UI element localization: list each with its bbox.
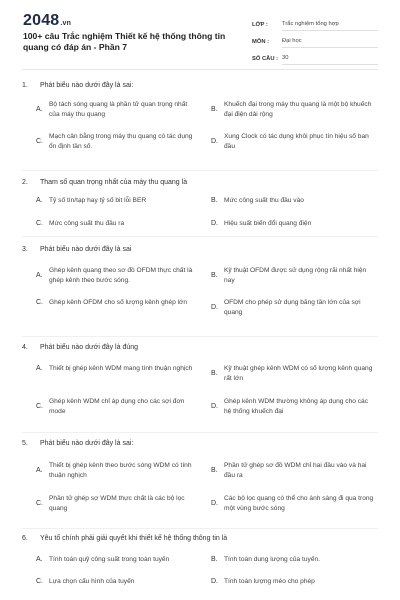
document-header <box>0 0 400 70</box>
option-d[interactable] <box>211 577 381 587</box>
question-divider <box>22 528 378 529</box>
meta-value: 30 <box>282 55 378 65</box>
option-d[interactable] <box>211 494 381 513</box>
option-text: Tính toán quỹ công suất trong toàn tuyến <box>49 556 170 563</box>
option-a[interactable] <box>36 461 206 480</box>
logo-text: 2048 <box>23 12 60 29</box>
option-a[interactable] <box>36 555 206 565</box>
header-divider <box>22 69 378 70</box>
question-divider <box>22 236 378 237</box>
document-title: 100+ câu Trắc nghiệm Thiết kế hệ thống thông tin quang có đáp án - Phần 7 <box>23 31 226 52</box>
option-b[interactable] <box>211 364 381 383</box>
option-c[interactable] <box>36 577 206 587</box>
option-text: Lựa chọn cấu hình của tuyến <box>49 578 135 585</box>
option-letter: B. <box>211 272 218 279</box>
option-a[interactable] <box>36 196 206 206</box>
option-c[interactable] <box>36 219 206 229</box>
option-letter: C. <box>36 138 43 145</box>
question-number: 3. <box>22 245 28 253</box>
question-text: Phát biểu nào dưới đây là sai: <box>40 439 134 447</box>
option-letter: B. <box>211 556 218 564</box>
option-a[interactable] <box>36 364 206 374</box>
option-letter: C. <box>36 403 43 410</box>
option-letter: C. <box>36 500 43 507</box>
option-letter: B. <box>211 106 218 113</box>
option-letter: A. <box>36 365 43 373</box>
option-letter: D. <box>211 500 218 507</box>
option-text: Ghép kênh WDM thường không áp dụng cho các hệ thống khuếch đại <box>224 398 368 415</box>
option-c[interactable] <box>36 132 206 151</box>
option-letter: A. <box>36 272 43 279</box>
meta-row-class <box>252 14 378 31</box>
question-header <box>22 80 378 90</box>
option-text: Mức công suất thu đầu vào <box>224 197 304 204</box>
question-1 <box>22 80 378 150</box>
option-letter: B. <box>211 370 218 377</box>
option-text: Thiết bị ghép kênh WDM mang tính thuận nghịch <box>49 365 193 372</box>
option-text: Các bộ lọc quang có thể cho ánh sáng đi qua trong một vùng bước sóng <box>224 495 374 512</box>
option-d[interactable] <box>211 219 381 229</box>
option-letter: D. <box>211 138 218 145</box>
option-text: Hiệu suất biến đổi quang điện <box>224 220 312 227</box>
option-b[interactable] <box>211 461 381 480</box>
option-letter: D. <box>211 304 218 311</box>
site-logo[interactable] <box>23 12 71 30</box>
option-text: Mức công suất thu đầu ra <box>49 220 125 227</box>
question-header <box>22 177 378 187</box>
question-2 <box>22 177 378 228</box>
option-text: Ghép kênh OFDM cho số lượng kênh ghép lớn <box>49 299 188 306</box>
option-letter: D. <box>211 220 218 228</box>
question-number: 5. <box>22 439 28 447</box>
option-d[interactable] <box>211 397 381 416</box>
option-text: Phần tử ghép sơ đồ WDM chỉ hai đầu vào và hai đầu ra <box>224 462 367 479</box>
option-b[interactable] <box>211 266 381 285</box>
option-d[interactable] <box>211 298 381 317</box>
logo-tld: .vn <box>60 20 72 27</box>
question-header <box>22 438 378 448</box>
option-c[interactable] <box>36 298 206 308</box>
option-text: Kỹ thuật ghép kênh WDM có số lượng kênh quang rất lớn <box>224 365 373 382</box>
option-text: Ghép kênh quang theo sơ đồ OFDM thực chất là ghép kênh theo bước sóng. <box>49 267 193 284</box>
option-text: Tỷ số tín/tạp hay tỷ số bit lỗi BER <box>49 197 147 204</box>
option-letter: A. <box>36 197 43 205</box>
meta-info <box>252 14 378 65</box>
question-header <box>22 342 378 352</box>
meta-value: Trắc nghiệm tổng hợp <box>282 21 378 31</box>
option-text: Phần tử ghép sợ WDM thực chất là các bộ lọc quang <box>49 495 185 512</box>
question-6 <box>22 533 378 586</box>
question-number: 6. <box>22 534 28 542</box>
option-letter: B. <box>211 197 218 205</box>
meta-row-count <box>252 48 378 65</box>
option-c[interactable] <box>36 397 206 416</box>
option-letter: B. <box>211 467 218 474</box>
option-text: Bộ tách sóng quang là phần tử quan trọng nhất của máy thu quang <box>49 101 188 118</box>
question-4 <box>22 342 378 415</box>
option-letter: A. <box>36 467 43 474</box>
meta-value: Đại học <box>282 38 378 48</box>
question-header <box>22 244 378 254</box>
option-text: Tính toán dung lượng của tuyến. <box>224 556 320 563</box>
option-c[interactable] <box>36 494 206 513</box>
option-text: Thiết bị ghép kênh theo bước sóng WDM có tính thuận nghịch <box>49 462 192 479</box>
question-text: Phát biểu nào dưới đây là sai <box>40 245 132 253</box>
question-number: 4. <box>22 343 28 351</box>
meta-label: SỐ CÂU : <box>252 56 279 62</box>
option-text: Khuếch đại trong máy thu quang là một bộ khuếch đại điện dải rộng <box>224 101 372 118</box>
option-b[interactable] <box>211 555 381 565</box>
question-text: Yêu tố chính phải giải quyết khi thiết kế hệ thống thông tin là <box>40 534 228 542</box>
question-header <box>22 533 378 543</box>
question-5 <box>22 438 378 512</box>
option-a[interactable] <box>36 100 206 119</box>
meta-label: MÔN : <box>252 39 270 45</box>
question-number: 2. <box>22 178 28 186</box>
option-letter: D. <box>211 578 218 586</box>
option-b[interactable] <box>211 100 381 119</box>
option-text: Kỹ thuật OFDM được sử dụng rộng rãi nhất hiện nay <box>224 267 367 284</box>
option-letter: A. <box>36 106 43 113</box>
question-text: Tham số quan trọng nhất của máy thu quang là <box>40 178 188 186</box>
option-text: OFDM cho phép sử dụng băng tần lớn của sợi quang <box>224 299 361 316</box>
meta-label: LỚP : <box>252 22 268 28</box>
option-letter: C. <box>36 578 43 586</box>
question-3 <box>22 244 378 316</box>
option-text: Ghép kênh WDM chỉ áp dụng cho các sợi đơn mode <box>49 398 185 415</box>
question-divider <box>22 336 378 337</box>
option-letter: C. <box>36 220 43 228</box>
option-text: Mạch cân bằng trong máy thu quang có tác dụng ổn định tần số. <box>49 133 193 150</box>
question-divider <box>22 170 378 171</box>
option-letter: A. <box>36 556 43 564</box>
option-text: Xung Clock có tác dụng khôi phục tín hiệu số ban đầu <box>224 133 369 150</box>
question-number: 1. <box>22 81 28 89</box>
question-divider <box>22 432 378 433</box>
question-text: Phát biểu nào dưới đây là đúng <box>40 343 139 351</box>
meta-row-subject <box>252 31 378 48</box>
question-text: Phát biểu nào dưới đây là sai: <box>40 81 134 89</box>
option-a[interactable] <box>36 266 206 285</box>
option-d[interactable] <box>211 132 381 151</box>
option-b[interactable] <box>211 196 381 206</box>
option-letter: C. <box>36 299 43 307</box>
option-text: Tính toán lượng méo cho phép <box>224 578 315 585</box>
option-letter: D. <box>211 403 218 410</box>
